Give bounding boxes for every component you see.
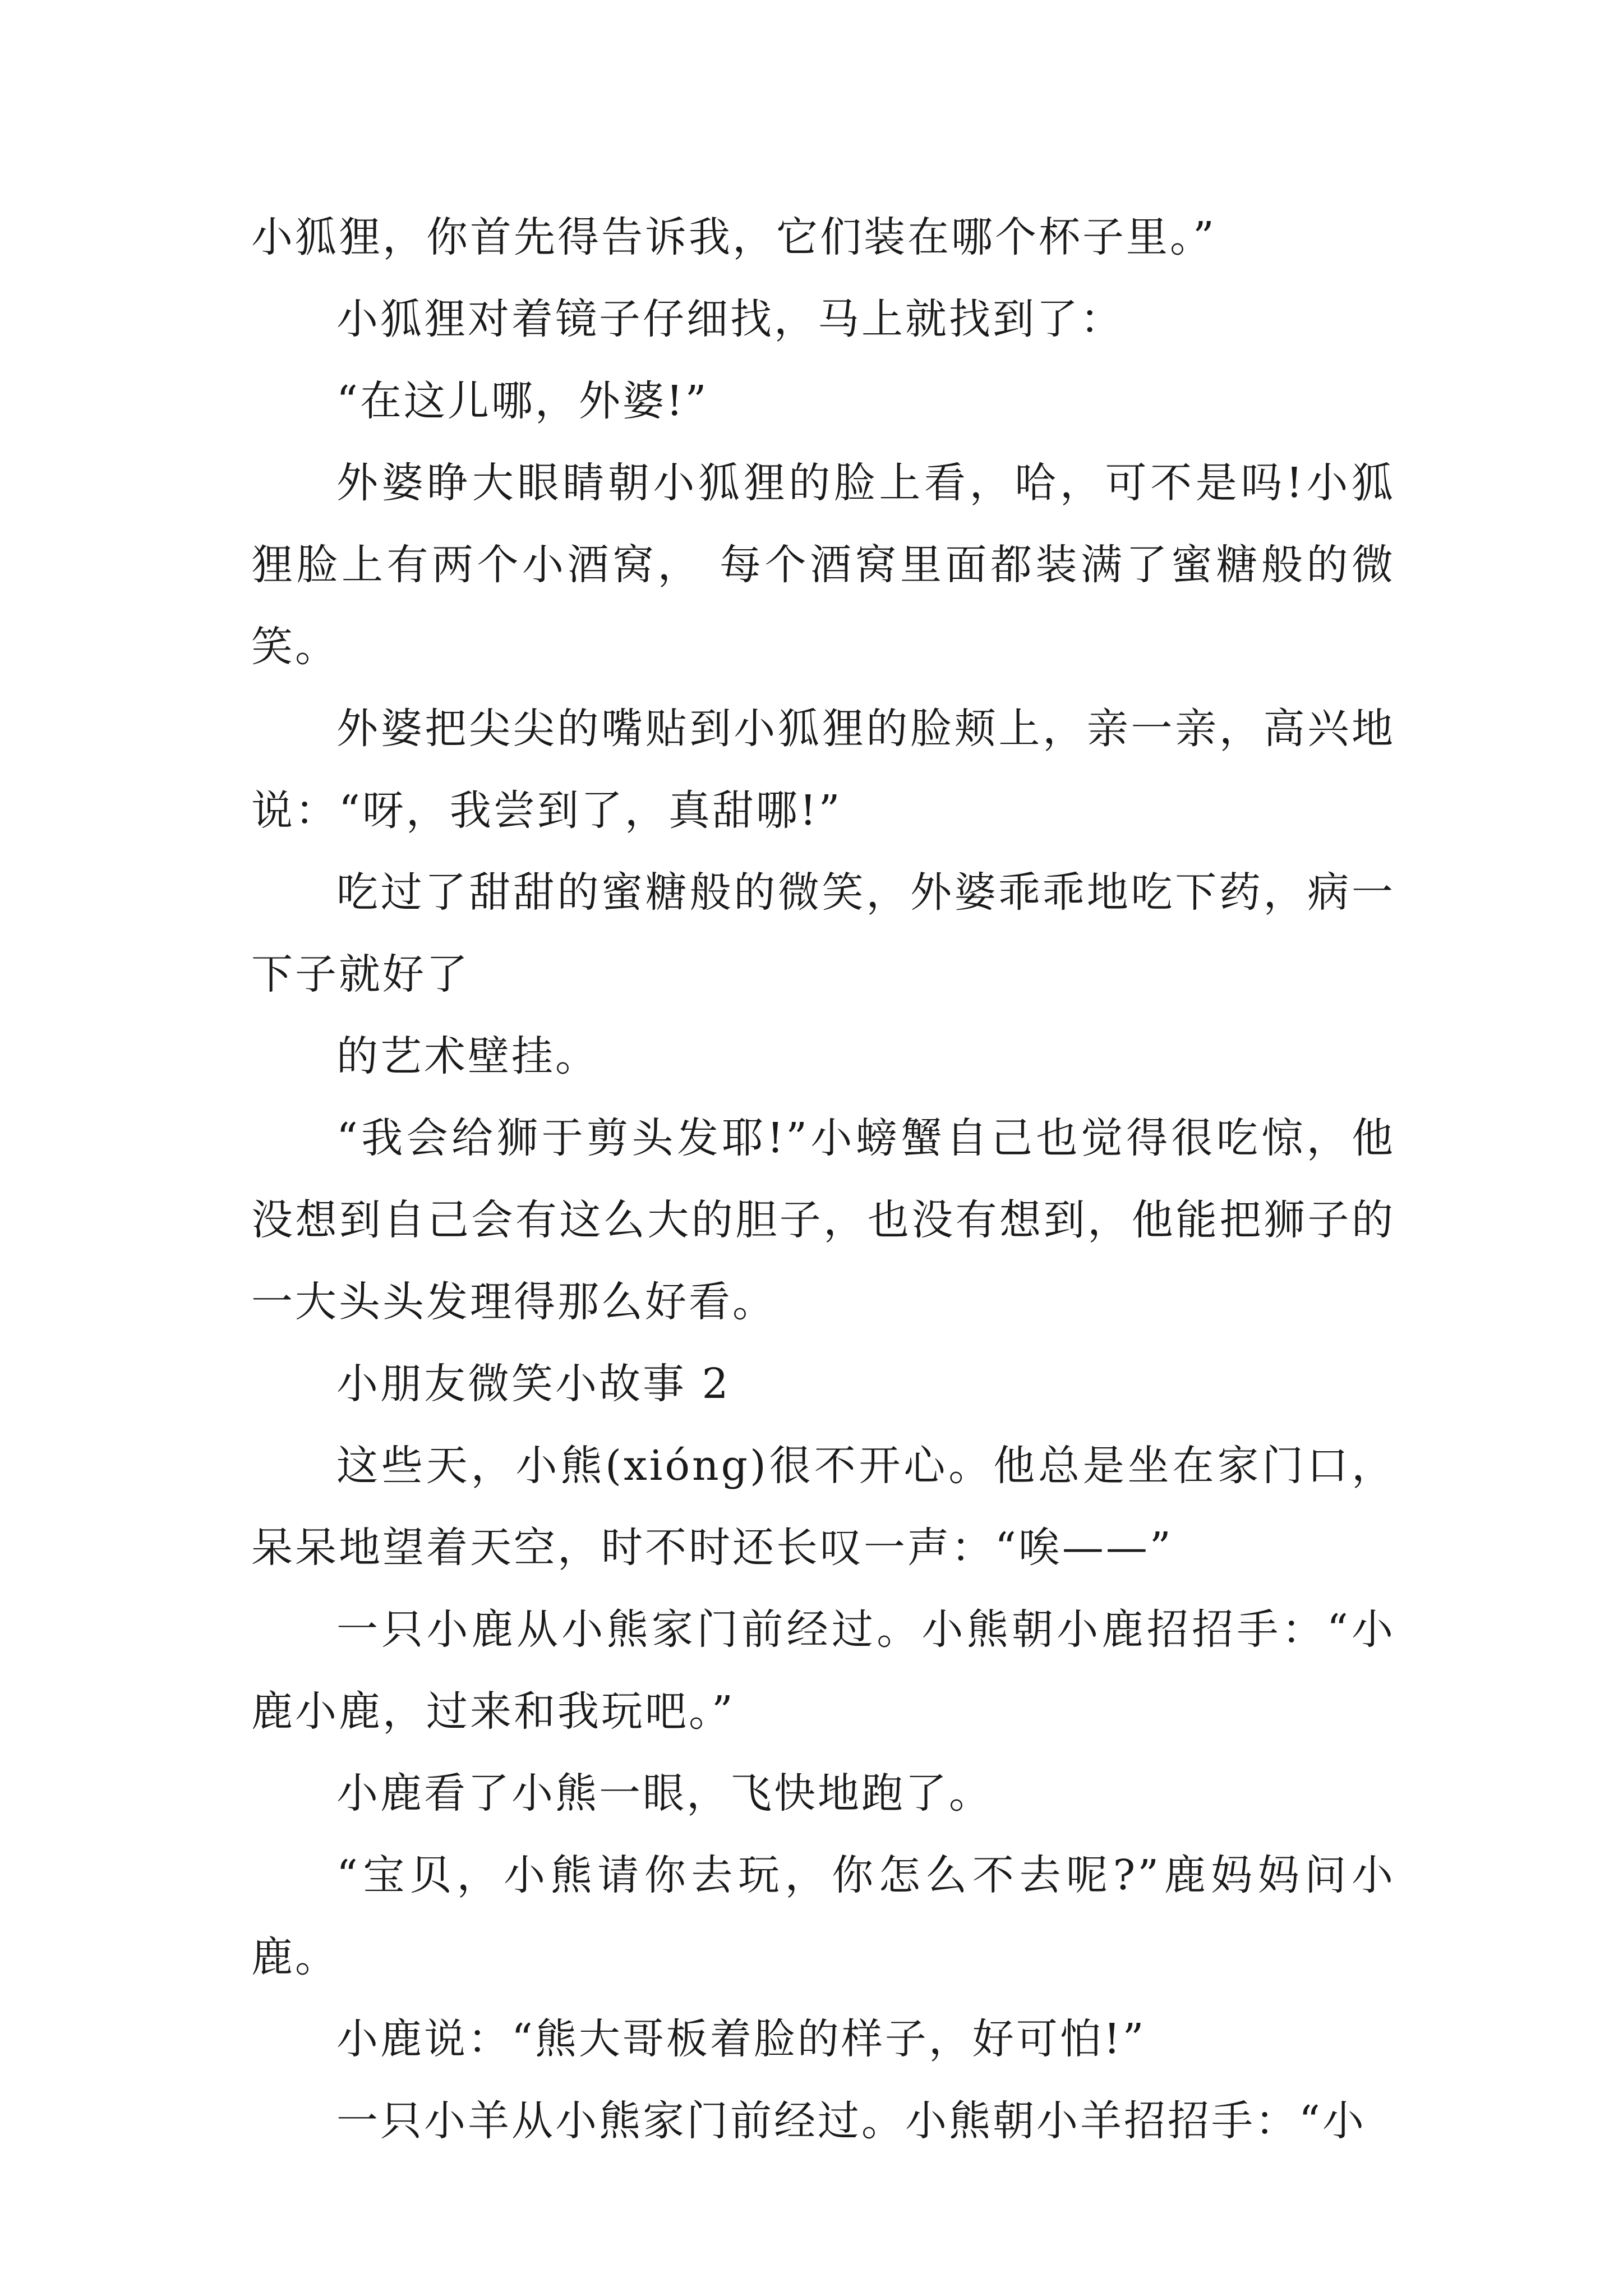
paragraph: 外婆睁大眼睛朝小狐狸的脸上看，哈，可不是吗!小狐狸脸上有两个小酒窝， 每个酒窝里面都装满了蜜糖般的微笑。 xyxy=(251,459,1395,671)
paragraph: “在这儿哪，外婆!” xyxy=(336,377,709,425)
paragraph: 小鹿看了小熊一眼，飞快地跑了。 xyxy=(336,1769,993,1818)
paragraph: 小狐狸，你首先得告诉我，它们装在哪个杯子里。” xyxy=(251,213,1216,261)
paragraph: “我会给狮于剪头发耶!”小螃蟹自己也觉得很吃惊，他没想到自己会有这么大的胆子，也没有想到，他能把狮子的一大头头发理得那么好看。 xyxy=(251,1114,1395,1326)
paragraph: 一只小羊从小熊家门前经过。小熊朝小羊招招手：“小 xyxy=(336,2097,1366,2145)
paragraph: 小鹿说：“熊大哥板着脸的样子，好可怕!” xyxy=(336,2015,1146,2063)
paragraph: “宝贝，小熊请你去玩，你怎么不去呢?”鹿妈妈问小鹿。 xyxy=(251,1851,1395,1981)
paragraph: 这些天，小熊(xióng)很不开心。他总是坐在家门口，呆呆地望着天空，时不时还长叹一声：“唉——” xyxy=(251,1442,1395,1572)
paragraph: 吃过了甜甜的蜜糖般的微笑，外婆乖乖地吃下药，病一下子就好了 xyxy=(251,868,1395,999)
paragraph: 外婆把尖尖的嘴贴到小狐狸的脸颊上，亲一亲，高兴地说：“呀，我尝到了，真甜哪!” xyxy=(251,705,1395,835)
paragraph: 一只小鹿从小熊家门前经过。小熊朝小鹿招招手：“小鹿小鹿，过来和我玩吧。” xyxy=(251,1605,1395,1736)
paragraph: 的艺术壁挂。 xyxy=(336,1032,599,1080)
section-heading: 小朋友微笑小故事 2 xyxy=(336,1360,731,1408)
document-body xyxy=(251,196,1395,2162)
paragraph: 小狐狸对着镜子仔细找，马上就找到了： xyxy=(336,295,1124,343)
